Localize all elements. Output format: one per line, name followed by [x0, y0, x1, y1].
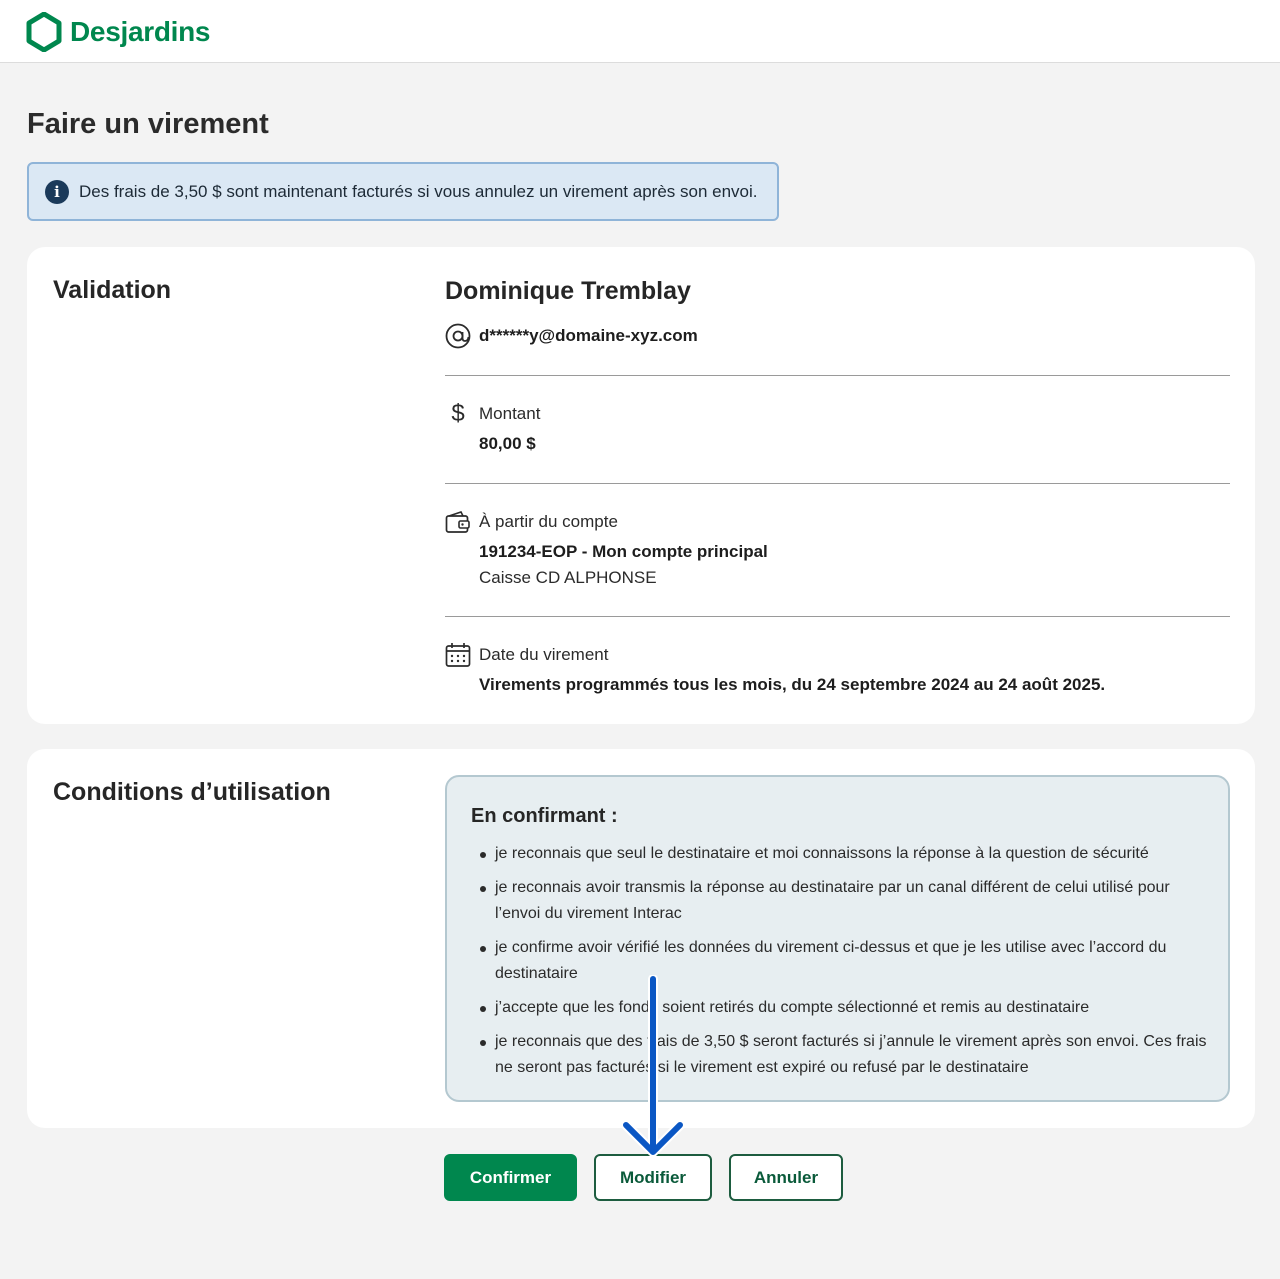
page-title: Faire un virement [27, 108, 269, 140]
hexagon-logo-icon [26, 12, 62, 52]
calendar-icon [445, 642, 471, 668]
recipient-email: d******y@domaine-xyz.com [479, 326, 698, 345]
conditions-title: Conditions d’utilisation [53, 778, 331, 806]
info-banner-text: Des frais de 3,50 $ sont maintenant facturés si vous annulez un virement après son envoi. [79, 181, 758, 201]
terms-item: j’accepte que les fonds soient retirés du compte sélectionné et remis au destinataire [477, 995, 1212, 1021]
account-value: 191234-EOP - Mon compte principal [479, 542, 768, 561]
brand-logo[interactable] [26, 12, 210, 52]
info-banner [27, 162, 779, 221]
divider [445, 375, 1230, 376]
account-label: À partir du compte [479, 512, 618, 531]
date-row [445, 642, 1105, 698]
conditions-card [27, 749, 1255, 1128]
terms-box [445, 775, 1230, 1102]
terms-item: je confirme avoir vérifié les données du virement ci-dessus et que je les utilise avec l’accord du destinataire [477, 935, 1212, 987]
amount-row [445, 401, 540, 457]
brand-name: Desjardins [70, 16, 211, 47]
terms-item: je reconnais que des frais de 3,50 $ seront facturés si j’annule le virement après son envoi. Ces frais ne seront pas facturés si le virement est expiré ou refusé par le destinataire [477, 1029, 1212, 1081]
wallet-icon [445, 509, 471, 535]
recipient-email-row [445, 323, 698, 349]
account-row [445, 509, 768, 591]
modify-button[interactable]: Modifier [594, 1154, 712, 1201]
amount-label: Montant [479, 404, 541, 423]
terms-heading: En confirmant : [471, 805, 618, 827]
recipient-name: Dominique Tremblay [445, 277, 691, 305]
terms-list [477, 841, 1212, 1089]
validation-card [27, 247, 1255, 724]
date-label: Date du virement [479, 645, 609, 664]
date-value: Virements programmés tous les mois, du 24 septembre 2024 au 24 août 2025. [479, 675, 1106, 694]
validation-title: Validation [53, 276, 172, 304]
amount-value: 80,00 $ [479, 434, 536, 453]
terms-item: je reconnais que seul le destinataire et moi connaissons la réponse à la question de sécurité [477, 841, 1212, 867]
divider [445, 483, 1230, 484]
account-branch: Caisse CD ALPHONSE [479, 568, 657, 587]
dollar-icon: $ [451, 400, 465, 427]
cancel-button[interactable]: Annuler [729, 1154, 843, 1201]
at-icon [445, 323, 471, 349]
confirm-button[interactable]: Confirmer [444, 1154, 577, 1201]
info-icon: i [45, 180, 69, 204]
terms-item: je reconnais avoir transmis la réponse au destinataire par un canal différent de celui utilisé pour l’envoi du virement Interac [477, 875, 1212, 927]
divider [445, 616, 1230, 617]
top-header [0, 0, 1280, 63]
